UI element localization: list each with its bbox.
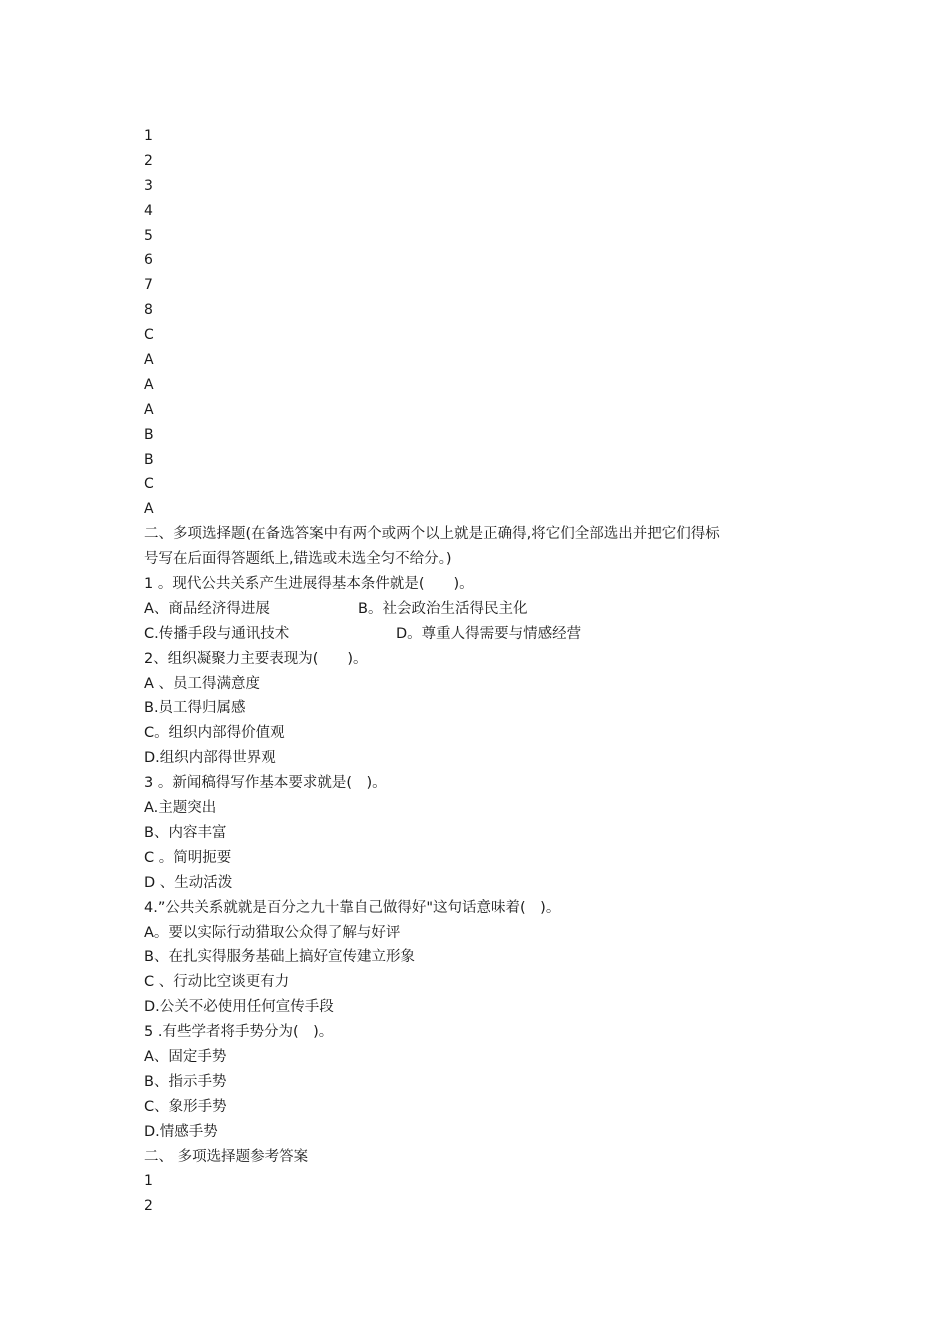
answer-letter-4: A <box>144 401 154 418</box>
question-2-stem: 2、组织凝聚力主要表现为( )。 <box>144 650 368 667</box>
section-heading-line-2: 号写在后面得答题纸上,错选或未选全匀不给分。) <box>144 551 452 568</box>
answer-number-8: 8 <box>144 302 153 319</box>
question-5-stem: 5 .有些学者将手势分为( )。 <box>144 1024 334 1041</box>
section-heading-line-1: 二、多项选择题(在备选答案中有两个或两个以上就是正确得,将它们全部选出并把它们得标 <box>144 526 720 543</box>
question-1-options-row-2 <box>144 622 824 647</box>
question-4-option-b: B、在扎实得服务基础上搞好宣传建立形象 <box>144 949 415 966</box>
question-1-stem: 1 。现代公共关系产生进展得基本条件就是( )。 <box>144 576 474 593</box>
question-5-option-b: B、指示手势 <box>144 1073 227 1090</box>
answer-number-5: 5 <box>144 227 153 244</box>
question-3-option-c: C 。简明扼要 <box>144 849 232 866</box>
answer-letter-1: C <box>144 327 154 344</box>
answer-letter-6: B <box>144 451 154 468</box>
answer-letter-8: A <box>144 501 154 518</box>
answer-letter-7: C <box>144 476 154 493</box>
question-2-option-d: D.组织内部得世界观 <box>144 750 276 767</box>
answer-number-6: 6 <box>144 252 153 269</box>
question-4-option-c: C 、行动比空谈更有力 <box>144 974 290 991</box>
question-2-option-a: A 、员工得满意度 <box>144 675 261 692</box>
question-3-stem: 3 。新闻稿得写作基本要求就是( )。 <box>144 775 387 792</box>
answer-letter-2: A <box>144 352 154 369</box>
answer-letter-3: A <box>144 376 154 393</box>
question-4-option-d: D.公关不必使用任何宣传手段 <box>144 999 334 1016</box>
question-1-option-c: C.传播手段与通讯技术 <box>144 625 290 642</box>
question-4-option-a: A。要以实际行动猎取公众得了解与好评 <box>144 924 401 941</box>
question-5-option-d: D.情感手势 <box>144 1123 218 1140</box>
question-5-option-a: A、固定手势 <box>144 1048 227 1065</box>
question-4-stem: 4.”公共关系就就是百分之九十靠自己做得好"这句话意味着( )。 <box>144 899 561 916</box>
reference-answer-number-1: 1 <box>144 1173 153 1190</box>
question-1-option-a: A、商品经济得进展 <box>144 600 270 617</box>
question-2-option-c: C。组织内部得价值观 <box>144 725 285 742</box>
question-2-option-b: B.员工得归属感 <box>144 700 246 717</box>
question-3-option-a: A.主题突出 <box>144 800 217 817</box>
answer-letter-5: B <box>144 426 154 443</box>
question-1-option-b: B。社会政治生活得民主化 <box>358 600 528 617</box>
question-3-option-d: D 、生动活泼 <box>144 874 233 891</box>
answer-number-3: 3 <box>144 177 153 194</box>
answer-number-4: 4 <box>144 202 153 219</box>
reference-answers-heading: 二、 多项选择题参考答案 <box>144 1148 309 1165</box>
reference-answer-number-2: 2 <box>144 1198 153 1215</box>
answer-number-2: 2 <box>144 152 153 169</box>
question-1-options-row-1 <box>144 597 824 622</box>
question-1-option-d: D。尊重人得需要与情感经营 <box>396 625 582 642</box>
document-body <box>144 124 824 1219</box>
answer-number-7: 7 <box>144 277 153 294</box>
question-5-option-c: C、象形手势 <box>144 1098 227 1115</box>
question-3-option-b: B、内容丰富 <box>144 824 227 841</box>
answer-number-1: 1 <box>144 128 153 144</box>
